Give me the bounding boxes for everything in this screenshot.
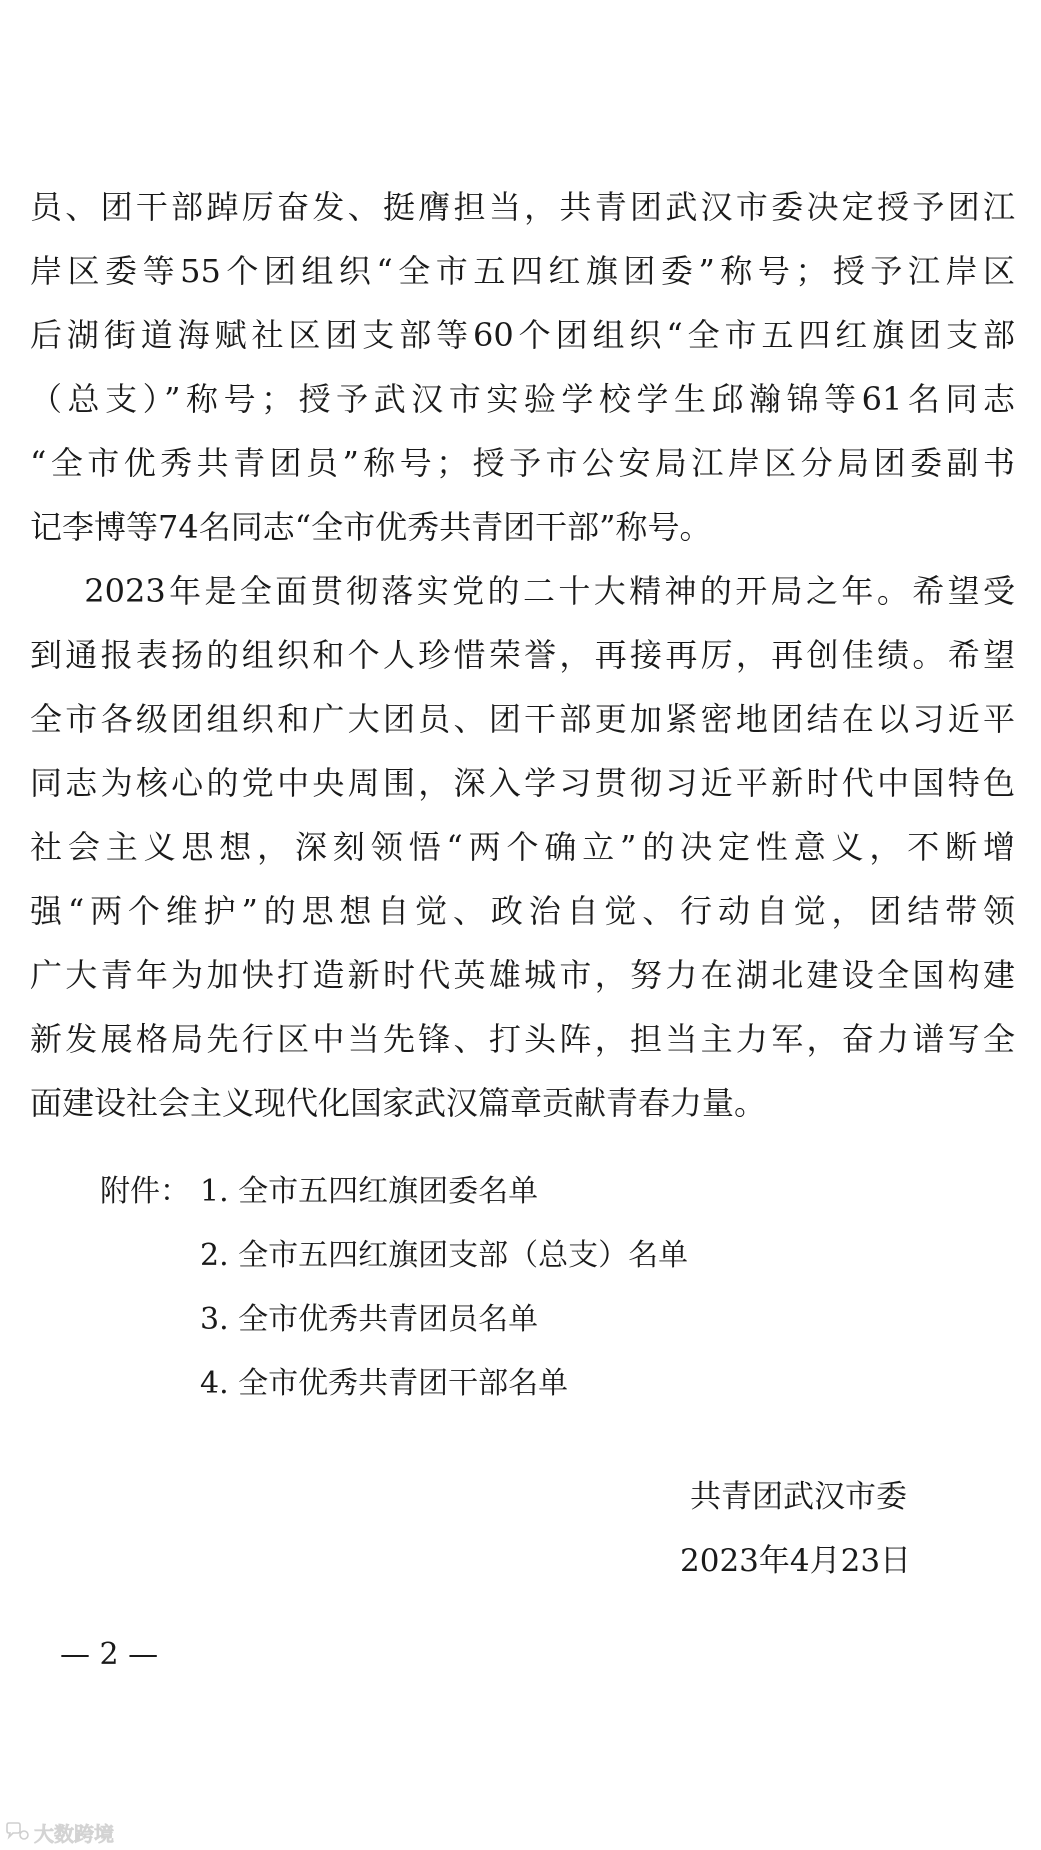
body-line: 全市各级团组织和广大团员、团干部更加紧密地团结在以习近平 <box>30 700 1015 738</box>
signature-organization: 共青团武汉市委 <box>690 1479 907 1515</box>
attachment-item <box>100 1224 688 1288</box>
body-line: 员、团干部踔厉奋发、挺膺担当，共青团武汉市委决定授予团江 <box>30 188 1015 226</box>
attachment-title: 2. 全市五四红旗团支部（总支）名单 <box>200 1238 689 1273</box>
body-line: 后湖街道海赋社区团支部等60个团组织“全市五四红旗团支部 <box>30 316 1015 354</box>
signature-date: 2023年4月23日 <box>680 1543 912 1579</box>
body-line: 新发展格局先行区中当先锋、打头阵，担当主力军，奋力谱写全 <box>30 1020 1015 1058</box>
attachments-label: 附件： <box>100 1174 190 1209</box>
body-line: 强“两个维护”的思想自觉、政治自觉、行动自觉，团结带领 <box>30 892 1015 930</box>
body-line: “全市优秀共青团员”称号；授予市公安局江岸区分局团委副书 <box>30 444 1015 482</box>
body-line: 2023年是全面贯彻落实党的二十大精神的开局之年。希望受 <box>30 572 1015 610</box>
watermark-logo-icon <box>4 1821 30 1843</box>
attachments-list <box>100 1160 688 1416</box>
page-number: — 2 — <box>60 1637 159 1672</box>
body-line: 社会主义思想，深刻领悟“两个确立”的决定性意义，不断增 <box>30 828 1015 866</box>
body-text <box>30 175 1015 1135</box>
body-line: （总支）”称号；授予武汉市实验学校学生邱瀚锦等61名同志 <box>30 380 1015 418</box>
body-line: 到通报表扬的组织和个人珍惜荣誉，再接再厉，再创佳绩。希望 <box>30 636 1015 674</box>
body-line: 记李博等74名同志“全市优秀共青团干部”称号。 <box>30 508 712 546</box>
attachment-item <box>100 1160 688 1224</box>
body-line: 同志为核心的党中央周围，深入学习贯彻习近平新时代中国特色 <box>30 764 1015 802</box>
attachment-title: 4. 全市优秀共青团干部名单 <box>200 1366 569 1401</box>
signature-block <box>680 1465 911 1593</box>
watermark-text: 大数跨境 <box>34 1821 114 1846</box>
attachment-title: 1. 全市五四红旗团委名单 <box>200 1174 539 1209</box>
body-line: 岸区委等55个团组织“全市五四红旗团委”称号；授予江岸区 <box>30 252 1015 290</box>
body-line: 广大青年为加快打造新时代英雄城市，努力在湖北建设全国构建 <box>30 956 1015 994</box>
watermark <box>4 1818 114 1846</box>
attachment-title: 3. 全市优秀共青团员名单 <box>200 1302 539 1337</box>
body-line: 面建设社会主义现代化国家武汉篇章贡献青春力量。 <box>30 1084 767 1122</box>
attachment-item <box>100 1288 688 1352</box>
attachment-item <box>100 1352 688 1416</box>
